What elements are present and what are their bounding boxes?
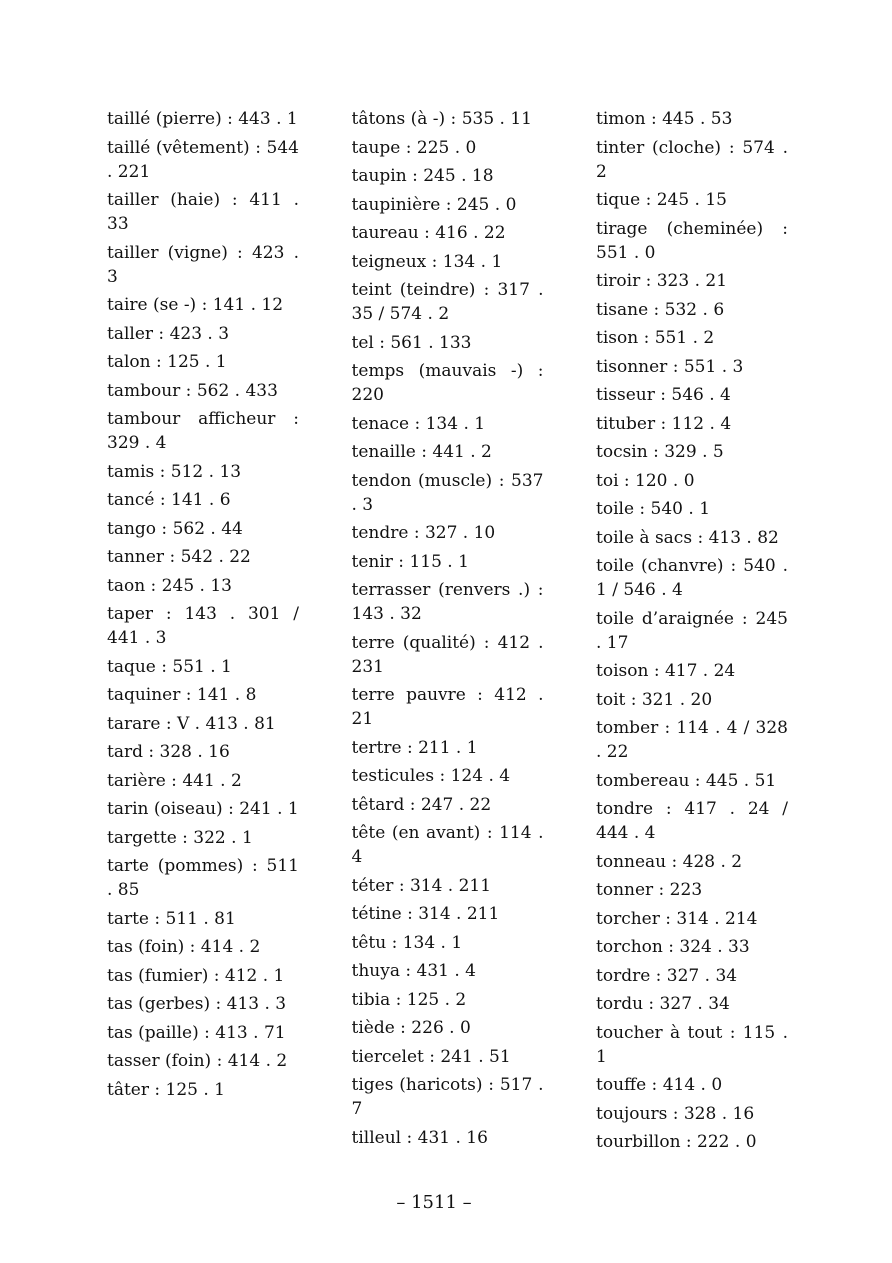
index-entry: tard : 328 . 16 — [107, 742, 230, 762]
index-entry: tilleul : 431 . 16 — [351, 1127, 488, 1148]
index-entry: tendon (muscle) : 537 . 3 — [351, 470, 544, 515]
index-entry: tenir : 115 . 1 — [351, 551, 469, 572]
index-entry: tas (paille) : 413 . 71 — [107, 1022, 286, 1043]
index-entry: tanner : 542 . 22 — [107, 547, 251, 567]
index-entry: terrasser (renvers .) : 143 . 32 — [351, 580, 544, 624]
index-entry: toit : 321 . 20 — [596, 689, 713, 710]
index-entry: testicules : 124 . 4 — [351, 766, 511, 786]
index-entry: tiède : 226 . 0 — [351, 1018, 471, 1038]
index-entry: tisonner : 551 . 3 — [596, 356, 744, 377]
index-entry: taire (se -) : 141 . 12 — [107, 295, 284, 315]
index-column-2 — [352, 107, 544, 1159]
index-entry: tituber : 112 . 4 — [596, 413, 732, 434]
index-entry: têtard : 247 . 22 — [351, 794, 492, 815]
index-entry: tiercelet : 241 . 51 — [351, 1046, 511, 1067]
index-entry: taon : 245 . 13 — [107, 575, 232, 596]
index-entry: tel : 561 . 133 — [351, 332, 472, 353]
index-entry: téter : 314 . 211 — [351, 875, 492, 896]
index-column-3 — [596, 107, 788, 1159]
index-entry: taillé (vêtement) : 544 . 221 — [107, 137, 299, 182]
index-entry: taupin : 245 . 18 — [351, 166, 494, 186]
index-entry: toile : 540 . 1 — [596, 499, 711, 519]
index-entry: tisseur : 546 . 4 — [596, 385, 731, 405]
index-entry: tiges (haricots) : 517 . 7 — [351, 1075, 544, 1119]
index-entry: temps (mauvais -) : 220 — [351, 361, 544, 405]
index-entry: terre (qualité) : 412 . 231 — [351, 632, 544, 677]
index-entry: tinter (cloche) : 574 . 2 — [596, 137, 788, 182]
index-entry: tordu : 327 . 34 — [596, 994, 730, 1014]
index-entry: tarte : 511 . 81 — [107, 908, 236, 929]
index-entry: touffe : 414 . 0 — [596, 1075, 723, 1095]
index-entry: tambour : 562 . 433 — [107, 380, 278, 401]
index-entry: taper : 143 . 301 / 441 . 3 — [107, 604, 299, 648]
index-entry: tarte (pommes) : 511 . 85 — [107, 856, 299, 900]
index-entry: talon : 125 . 1 — [107, 352, 227, 372]
index-entry: tibia : 125 . 2 — [351, 989, 467, 1010]
index-entry: tombereau : 445 . 51 — [596, 770, 777, 791]
index-entry: toucher à tout : 115 . 1 — [596, 1022, 788, 1067]
index-entry: tocsin : 329 . 5 — [596, 442, 724, 462]
index-entry: tourbillon : 222 . 0 — [596, 1132, 757, 1152]
index-entry: têtu : 134 . 1 — [351, 932, 463, 953]
index-entry: tancé : 141 . 6 — [107, 490, 231, 510]
index-entry: taupinière : 245 . 0 — [351, 194, 517, 215]
index-entry: taque : 551 . 1 — [107, 656, 232, 677]
index-entry: taillé (pierre) : 443 . 1 — [107, 109, 298, 129]
index-entry: tasser (foin) : 414 . 2 — [107, 1051, 288, 1071]
index-entry: toile à sacs : 413 . 82 — [596, 527, 779, 548]
index-entry: tendre : 327 . 10 — [351, 523, 496, 543]
index-entry: tisane : 532 . 6 — [596, 299, 725, 320]
index-entry: taller : 423 . 3 — [107, 323, 230, 344]
index-entry: tas (gerbes) : 413 . 3 — [107, 994, 287, 1014]
index-entry: timon : 445 . 53 — [596, 109, 733, 129]
index-entry: teint (teindre) : 317 . 35 / 574 . 2 — [351, 280, 544, 324]
index-entry: tango : 562 . 44 — [107, 518, 243, 539]
index-entry: targette : 322 . 1 — [107, 827, 253, 848]
index-entry: tenaille : 441 . 2 — [351, 442, 492, 462]
index-entry: toile d’araignée : 245 . 17 — [596, 608, 788, 653]
index-entry: tête (en avant) : 114 . 4 — [351, 823, 544, 867]
index-entry: torcher : 314 . 214 — [596, 908, 758, 929]
index-entry: tiroir : 323 . 21 — [596, 271, 728, 291]
index-entry: tambour afficheur : 329 . 4 — [107, 409, 299, 453]
index-entry: tison : 551 . 2 — [596, 328, 715, 348]
index-entry: tonneau : 428 . 2 — [596, 851, 743, 872]
index-entry: tondre : 417 . 24 / 444 . 4 — [596, 799, 788, 843]
index-entry: tailler (vigne) : 423 . 3 — [107, 242, 299, 287]
index-entry: tâter : 125 . 1 — [107, 1079, 225, 1100]
index-entry: toison : 417 . 24 — [596, 661, 736, 681]
index-entry: tétine : 314 . 211 — [351, 904, 500, 924]
index-entry: taupe : 225 . 0 — [351, 137, 477, 158]
index-entry: toi : 120 . 0 — [596, 470, 695, 491]
index-entry: taureau : 416 . 22 — [351, 223, 506, 243]
index-entry: tailler (haie) : 411 . 33 — [107, 190, 299, 234]
index-entry: tas (fumier) : 412 . 1 — [107, 965, 285, 986]
index-columns — [107, 107, 788, 1159]
index-entry: toujours : 328 . 16 — [596, 1103, 755, 1124]
index-entry: tique : 245 . 15 — [596, 190, 727, 210]
index-entry: teigneux : 134 . 1 — [351, 251, 503, 272]
index-entry: tarière : 441 . 2 — [107, 770, 242, 791]
index-entry: tertre : 211 . 1 — [351, 737, 478, 758]
index-entry: taquiner : 141 . 8 — [107, 685, 257, 705]
index-entry: tordre : 327 . 34 — [596, 965, 738, 986]
index-entry: torchon : 324 . 33 — [596, 937, 750, 957]
index-entry: tas (foin) : 414 . 2 — [107, 937, 261, 957]
index-entry: tomber : 114 . 4 / 328 . 22 — [596, 718, 788, 762]
index-entry: terre pauvre : 412 . 21 — [351, 685, 544, 729]
index-entry: tarin (oiseau) : 241 . 1 — [107, 799, 299, 819]
index-entry: tamis : 512 . 13 — [107, 461, 242, 482]
index-entry: tâtons (à -) : 535 . 11 — [351, 109, 532, 129]
index-entry: tonner : 223 — [596, 880, 703, 900]
index-column-1 — [107, 107, 299, 1159]
index-entry: toile (chanvre) : 540 . 1 / 546 . 4 — [596, 556, 788, 600]
index-entry: tirage (cheminée) : 551 . 0 — [596, 218, 788, 263]
index-entry: tarare : V . 413 . 81 — [107, 713, 276, 734]
index-entry: tenace : 134 . 1 — [351, 413, 486, 434]
index-entry: thuya : 431 . 4 — [351, 961, 476, 981]
page-number: – 1511 – — [396, 1192, 472, 1213]
